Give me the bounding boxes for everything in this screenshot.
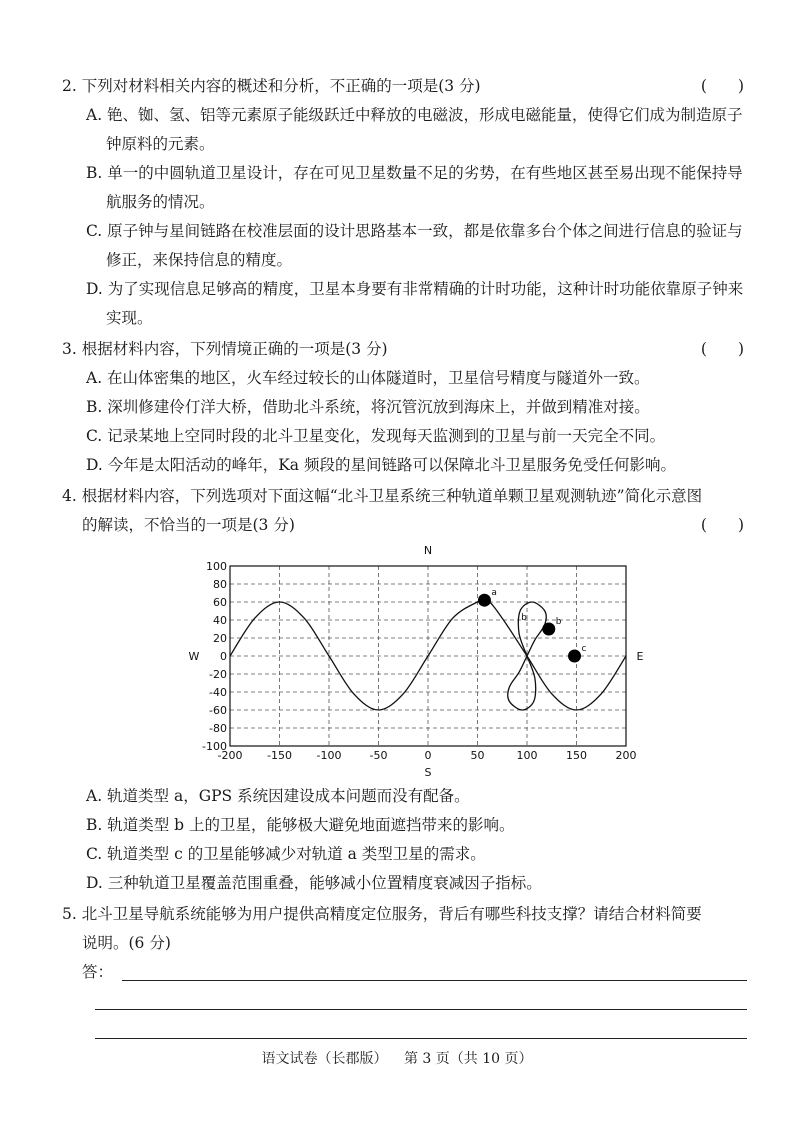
west-label: W	[188, 650, 200, 663]
option-a: A. 铯、铷、氢、铝等元素原子能级跃迁中释放的电磁波，形成电磁能量，使得它们成为制造原子钟原料的元素。	[86, 106, 743, 153]
y-tick-label: -40	[209, 686, 227, 699]
answer-line[interactable]	[95, 1038, 747, 1039]
answer-parens: ( )	[700, 77, 744, 95]
question-4-options	[62, 782, 752, 898]
y-tick-label: -20	[209, 668, 227, 681]
option-c: C. 轨道类型 c 的卫星能够减少对轨道 a 类型卫星的需求。	[86, 845, 486, 863]
y-tick-label: 40	[213, 614, 227, 627]
y-tick-label: 100	[206, 560, 227, 573]
satellite-marker-b	[542, 623, 555, 636]
y-tick-label: -80	[209, 722, 227, 735]
question-3	[62, 335, 752, 480]
question-5-stem-line2: 说明。(6 分)	[82, 934, 171, 952]
north-label: N	[423, 544, 433, 557]
question-5	[62, 900, 752, 981]
option-c: C. 记录某地上空同时段的北斗卫星变化，发现每天监测到的卫星与前一天完全不同。	[86, 427, 666, 445]
orbit-trajectory-chart	[180, 540, 660, 780]
y-tick-label: 0	[220, 650, 227, 663]
answer-line[interactable]	[122, 980, 747, 981]
answer-line[interactable]	[95, 1009, 747, 1010]
option-a: A. 在山体密集的地区，火车经过较长的山体隧道时，卫星信号精度与隧道外一致。	[86, 369, 650, 387]
question-4-stem-line2: 的解读，不恰当的一项是(3 分)	[82, 516, 295, 534]
question-4	[62, 482, 752, 540]
x-tick-label: -100	[316, 749, 342, 762]
x-tick-label: 150	[566, 749, 587, 762]
x-tick-label: 100	[516, 749, 538, 762]
y-tick-label: -100	[202, 740, 227, 753]
question-3-stem: 3. 根据材料内容，下列情境正确的一项是(3 分)	[62, 340, 388, 358]
x-tick-label: -200	[217, 749, 243, 762]
y-tick-label: 20	[213, 632, 227, 645]
option-d: D. 为了实现信息足够高的精度，卫星本身要有非常精确的计时功能，这种计时功能依靠原子钟来实现。	[86, 280, 744, 327]
inline-label-b: b	[521, 613, 527, 623]
option-b: B. 单一的中圆轨道卫星设计，存在可见卫星数量不足的劣势，在有些地区甚至易出现不能保持导航服务的情况。	[86, 164, 743, 211]
question-2	[62, 72, 752, 333]
answer-label: 答：	[82, 963, 114, 981]
y-tick-label: -60	[209, 704, 227, 717]
x-tick-label: 200	[615, 749, 637, 762]
option-b: B. 深圳修建伶仃洋大桥，借助北斗系统，将沉管沉放到海床上，并做到精准对接。	[86, 398, 650, 416]
satellite-marker-c	[568, 650, 581, 663]
answer-parens: ( )	[700, 340, 744, 358]
option-d: D. 三种轨道卫星覆盖范围重叠，能够减小位置精度衰减因子指标。	[86, 874, 542, 892]
x-tick-label: 50	[470, 749, 485, 762]
option-d: D. 今年是太阳活动的峰年，Ka 频段的星间链路可以保障北斗卫星服务免受任何影响。	[86, 456, 676, 474]
marker-label-c: c	[581, 644, 587, 654]
question-5-stem-line1: 5. 北斗卫星导航系统能够为用户提供高精度定位服务，背后有哪些科技支撑？请结合材料简要	[62, 905, 702, 923]
exam-title: 语文试卷（长郡版）	[261, 1051, 388, 1067]
marker-label-b: b	[555, 617, 562, 627]
south-label: S	[424, 766, 432, 779]
x-tick-label: -150	[267, 749, 292, 762]
satellite-marker-a	[478, 594, 491, 607]
question-2-stem: 2. 下列对材料相关内容的概述和分析，不正确的一项是(3 分)	[62, 77, 481, 95]
marker-label-a: a	[491, 588, 497, 599]
option-c: C. 原子钟与星间链路在校准层面的设计思路基本一致，都是依靠多台个体之间进行信息的验证与修正，来保持信息的精度。	[86, 222, 743, 269]
question-4-stem-line1: 4. 根据材料内容，下列选项对下面这幅“北斗卫星系统三种轨道单颗卫星观测轨迹”简化示意图	[62, 487, 703, 505]
option-a: A. 轨道类型 a，GPS 系统因建设成本问题而没有配备。	[86, 787, 470, 805]
y-tick-label: 60	[213, 596, 227, 609]
page-number: 第 3 页（共 10 页）	[403, 1051, 533, 1067]
x-tick-label: -50	[369, 749, 388, 762]
east-label: E	[636, 650, 644, 663]
y-tick-label: 80	[213, 578, 227, 591]
option-b: B. 轨道类型 b 上的卫星，能够极大避免地面遮挡带来的影响。	[86, 816, 515, 834]
x-tick-label: 0	[424, 749, 432, 762]
answer-parens: ( )	[700, 516, 744, 534]
page-footer	[0, 1048, 794, 1068]
